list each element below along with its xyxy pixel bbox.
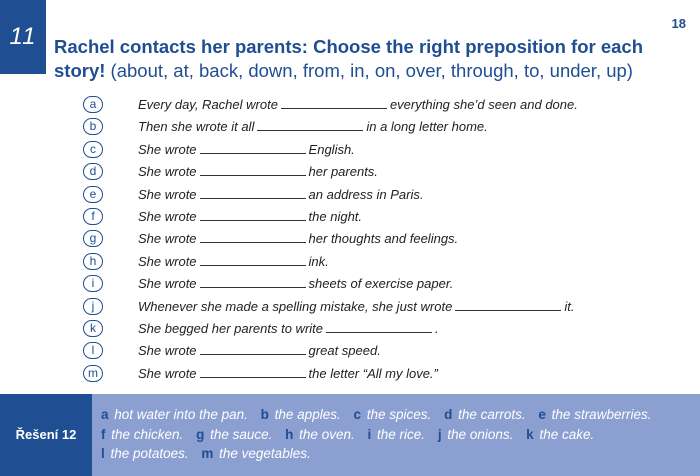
answer-phrase: the sauce.	[210, 426, 273, 442]
answer-phrase: the carrots.	[458, 407, 526, 422]
item-letter: k	[83, 320, 103, 337]
sentence-after: her parents.	[308, 164, 378, 180]
answer-entry	[538, 407, 651, 422]
item-sentence	[138, 142, 355, 157]
answer-entry	[201, 446, 310, 461]
answer-blank[interactable]	[200, 343, 306, 355]
item-letter: j	[83, 298, 103, 315]
item-letter: i	[83, 275, 103, 292]
answer-entry	[438, 427, 514, 442]
sentence-after: an address in Paris.	[308, 186, 424, 202]
answer-key: i	[367, 426, 372, 442]
sentence-before: She wrote	[138, 141, 197, 157]
sentence-after: .	[435, 320, 439, 336]
item-letter: m	[83, 365, 103, 382]
item-sentence	[138, 231, 458, 246]
answer-entry	[526, 427, 594, 442]
answer-entry	[196, 427, 272, 442]
answer-entry	[285, 427, 355, 442]
answer-phrase: the rice.	[377, 426, 426, 442]
item-sentence	[138, 366, 438, 381]
sentence-after: everything she’d seen and done.	[389, 97, 578, 112]
answer-blank[interactable]	[200, 164, 306, 176]
answer-phrase: the vegetables.	[219, 446, 311, 461]
title-prepositions: (about, at, back, down, from, in, on, over, through, to, under, up)	[110, 60, 633, 81]
answer-key: k	[526, 426, 534, 442]
answer-phrase: the cake.	[539, 426, 595, 442]
answer-blank[interactable]	[200, 231, 306, 243]
sentence-before: She begged her parents to write	[138, 320, 324, 336]
title-bold: Rachel contacts her parents: Choose the right preposition for each story!	[54, 36, 644, 81]
answer-text	[101, 405, 681, 464]
exercise-item	[0, 116, 700, 138]
sentence-before: She wrote	[138, 208, 197, 224]
item-sentence	[138, 119, 488, 134]
sentence-before: She wrote	[138, 276, 197, 292]
sentence-before: She wrote	[138, 253, 197, 269]
sentence-after: sheets of exercise paper.	[308, 276, 454, 292]
exercise-title	[54, 35, 674, 83]
answer-phrase: the strawberries.	[551, 407, 652, 422]
answer-entry	[444, 407, 526, 422]
exercise-item	[0, 340, 700, 362]
answer-blank[interactable]	[281, 97, 387, 109]
answer-key: l	[101, 446, 105, 461]
answer-entry	[101, 407, 248, 422]
sentence-after: ink.	[308, 253, 329, 269]
item-letter: d	[83, 163, 103, 180]
sentence-after: the night.	[308, 208, 363, 224]
answer-blank[interactable]	[200, 187, 306, 199]
sentence-before: She wrote	[138, 343, 197, 359]
sentence-after: it.	[564, 298, 575, 314]
exercise-items	[0, 94, 700, 385]
answer-phrase: the potatoes.	[110, 446, 189, 461]
item-letter: e	[83, 186, 103, 203]
sentence-before: She wrote	[138, 365, 197, 381]
item-sentence	[138, 276, 453, 291]
exercise-item	[0, 273, 700, 295]
answer-phrase: the oven.	[299, 426, 355, 442]
item-sentence	[138, 343, 381, 358]
exercise-item	[0, 206, 700, 228]
answer-key: a	[101, 407, 109, 422]
answer-entry	[101, 427, 183, 442]
sentence-before: Every day, Rachel wrote	[138, 97, 278, 112]
answer-key: b	[260, 407, 269, 422]
answer-blank[interactable]	[200, 209, 306, 221]
answer-band	[0, 394, 700, 476]
answer-blank[interactable]	[455, 299, 561, 311]
exercise-item	[0, 228, 700, 250]
answer-phrase: the chicken.	[111, 426, 184, 442]
sentence-after: the letter “All my love.”	[308, 365, 438, 381]
answer-key: f	[101, 426, 106, 442]
answer-blank[interactable]	[200, 142, 306, 154]
sentence-before: She wrote	[138, 186, 197, 202]
answer-phrase: the spices.	[366, 407, 432, 422]
answer-key: e	[538, 407, 546, 422]
answer-key: m	[201, 446, 214, 461]
answer-entry	[101, 446, 189, 461]
sentence-after: in a long letter home.	[366, 119, 488, 135]
answer-key: j	[437, 426, 442, 442]
answer-key: d	[444, 407, 453, 422]
answer-key: c	[353, 407, 361, 422]
exercise-item	[0, 94, 700, 116]
answer-entry	[261, 407, 341, 422]
item-sentence	[138, 187, 423, 202]
exercise-item	[0, 296, 700, 318]
item-letter: c	[83, 141, 103, 158]
item-letter: g	[83, 230, 103, 247]
answer-blank[interactable]	[326, 321, 432, 333]
answer-key: h	[285, 426, 294, 442]
answer-blank[interactable]	[200, 276, 306, 288]
answer-entry	[353, 407, 431, 422]
sentence-after: great speed.	[308, 343, 381, 359]
item-sentence	[138, 299, 574, 314]
sentence-after: her thoughts and feelings.	[308, 231, 459, 247]
item-letter: h	[83, 253, 103, 270]
page-number: 18	[671, 16, 686, 31]
item-letter: a	[83, 96, 103, 113]
sentence-before: Whenever she made a spelling mistake, she just wrote	[138, 298, 453, 314]
answer-blank[interactable]	[200, 366, 306, 378]
answer-key: g	[196, 426, 205, 442]
sentence-before: She wrote	[138, 164, 197, 180]
item-sentence	[138, 254, 329, 269]
exercise-item	[0, 363, 700, 385]
exercise-number: 11	[0, 0, 46, 74]
sentence-after: English.	[308, 141, 355, 157]
answer-phrase: the apples.	[274, 407, 341, 422]
answer-label: Řešení 12	[0, 394, 92, 476]
item-sentence	[138, 164, 378, 179]
answer-entry	[367, 427, 425, 442]
exercise-item	[0, 184, 700, 206]
answer-blank[interactable]	[257, 119, 363, 131]
answer-blank[interactable]	[200, 254, 306, 266]
item-sentence	[138, 97, 578, 112]
sentence-before: She wrote	[138, 231, 197, 247]
item-letter: l	[83, 342, 103, 359]
item-sentence	[138, 209, 362, 224]
item-letter: b	[83, 118, 103, 135]
answer-phrase: the onions.	[447, 426, 514, 442]
item-letter: f	[83, 208, 103, 225]
item-sentence	[138, 321, 439, 336]
answer-phrase: hot water into the pan.	[114, 407, 248, 422]
sentence-before: Then she wrote it all	[138, 119, 255, 135]
exercise-item	[0, 318, 700, 340]
exercise-item	[0, 161, 700, 183]
exercise-item	[0, 139, 700, 161]
exercise-item	[0, 251, 700, 273]
